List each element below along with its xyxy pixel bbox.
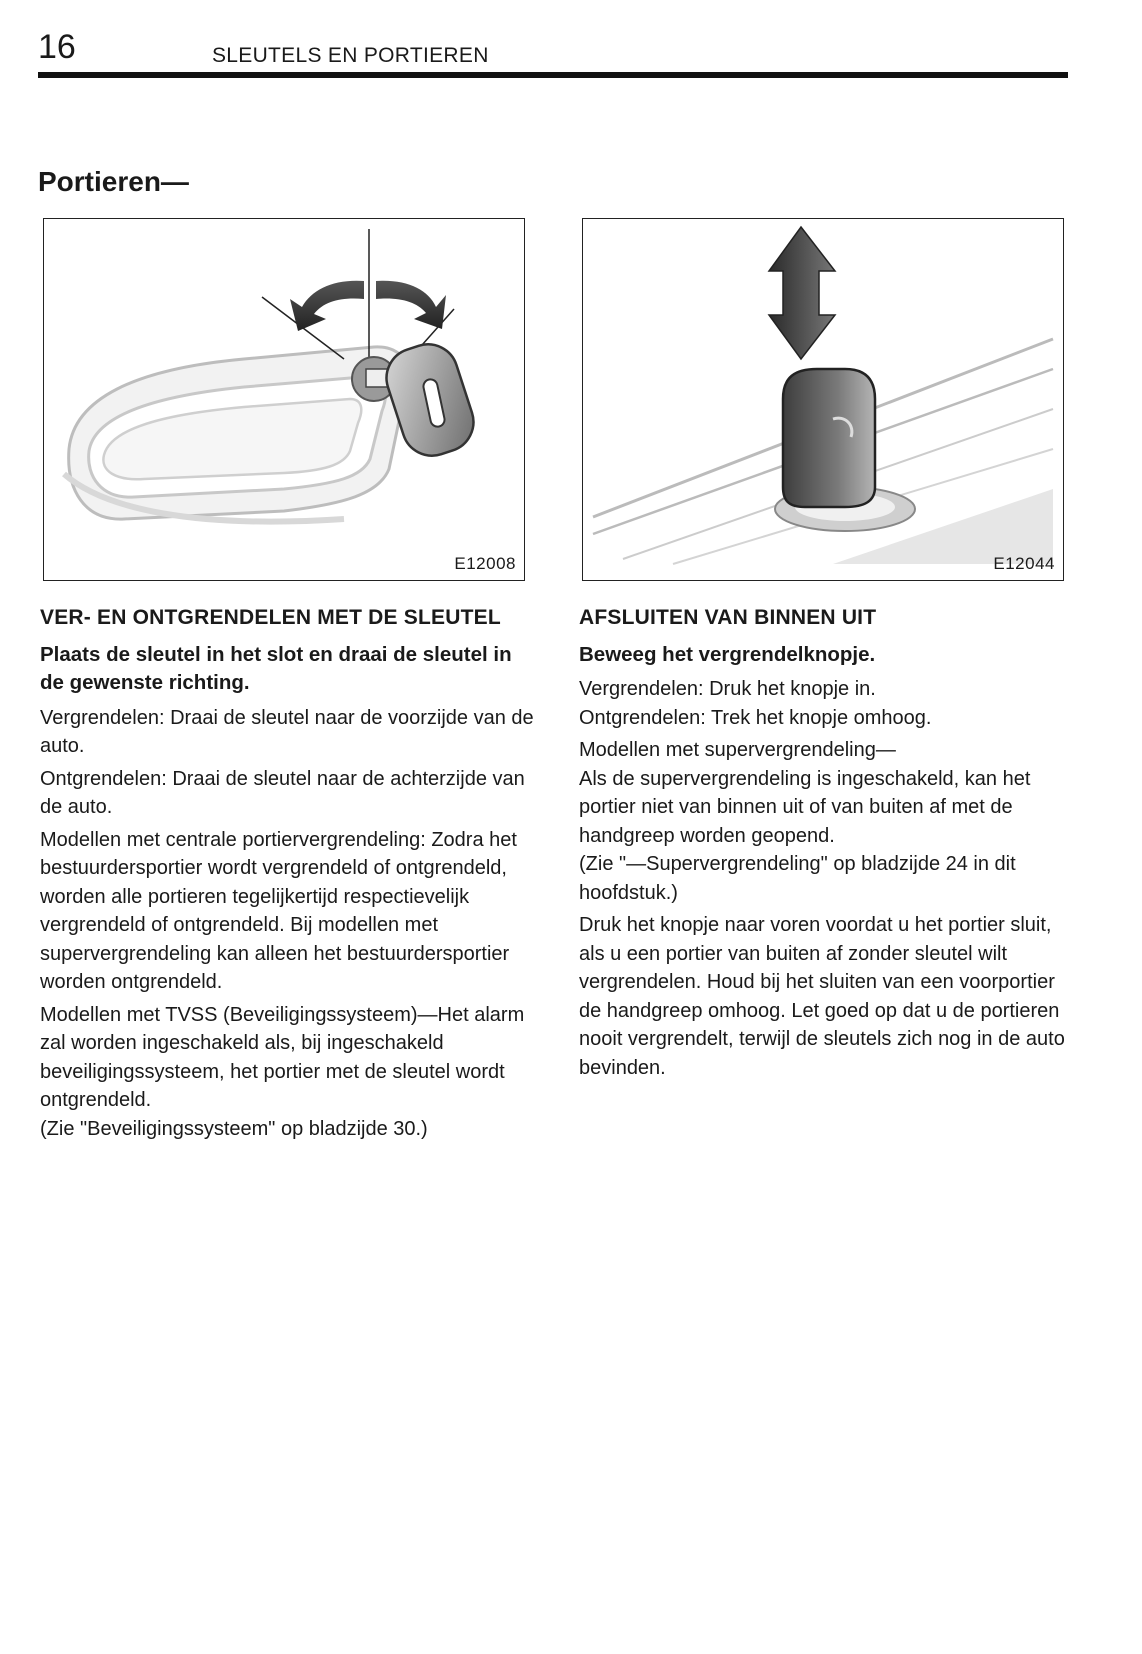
page-number: 16: [38, 28, 76, 66]
right-column: [579, 604, 1079, 1086]
key-in-door-lock-illustration: [44, 219, 526, 582]
supervergrendeling-reference: (Zie "—Supervergrendeling" op bladzijde 24 in dit hoofdstuk.): [579, 853, 1016, 904]
central-locking-text: Modellen met centrale portiervergrendeling: Zodra het bestuurdersportier wordt vergrendeld of ontgrendeld, worden alle portieren tegelijkertijd respectievelijk vergrendeld of ontgrendeld. Bij modellen met supervergrendeling kan alleen het bestuurdersportier worden ontgrendeld.: [40, 828, 517, 993]
figure-code: E12044: [993, 554, 1055, 573]
running-title: SLEUTELS EN PORTIEREN: [212, 44, 489, 67]
instruction: Beweeg het vergrendelknopje.: [579, 642, 876, 666]
lock-text: Vergrendelen: Druk het knopje in.: [579, 678, 876, 700]
section-heading: VER- EN ONTGRENDELEN MET DE SLEUTEL: [40, 606, 501, 629]
tvss-reference: (Zie "Beveiligingssysteem" op bladzijde 30.): [40, 1117, 428, 1140]
figure-code: E12008: [454, 554, 516, 573]
left-column: [40, 604, 540, 1147]
unlock-text: Ontgrendelen: Trek het knopje omhoog.: [579, 706, 932, 729]
section-title: Portieren—: [38, 166, 189, 197]
figure-key-lock: [43, 218, 525, 581]
door-lock-knob-illustration: [583, 219, 1065, 582]
warning-text: Druk het knopje naar voren voordat u het portier sluit, als u een portier van buiten af zonder sleutel wilt vergrendelen. Houd bij het sluiten van een voorportier de handgreep omhoog. Let goed op dat u de portieren nooit vergrendelt, terwijl de sleutels zich nog in de auto bevinden.: [579, 914, 1065, 1079]
instruction: Plaats de sleutel in het slot en draai de sleutel in de gewenste richting.: [40, 642, 512, 694]
section-heading: AFSLUITEN VAN BINNEN UIT: [579, 606, 877, 629]
tvss-text: Modellen met TVSS (Beveiligingssysteem)—Het alarm zal worden ingeschakeld als, bij ingeschakeld beveiligingssysteem, het portier met de sleutel wordt ontgrendeld.: [40, 1003, 525, 1111]
supervergrendeling-label: Modellen met supervergrendeling—: [579, 739, 896, 761]
figure-lock-knob: [582, 218, 1064, 581]
unlock-text: Ontgrendelen: Draai de sleutel naar de achterzijde van de auto.: [40, 767, 525, 818]
lock-text: Vergrendelen: Draai de sleutel naar de voorzijde van de auto.: [40, 706, 534, 757]
header-rule: [38, 72, 1068, 78]
supervergrendeling-text: Als de supervergrendeling is ingeschakeld, kan het portier niet van binnen uit of van buiten af met de handgreep worden geopend.: [579, 767, 1031, 847]
